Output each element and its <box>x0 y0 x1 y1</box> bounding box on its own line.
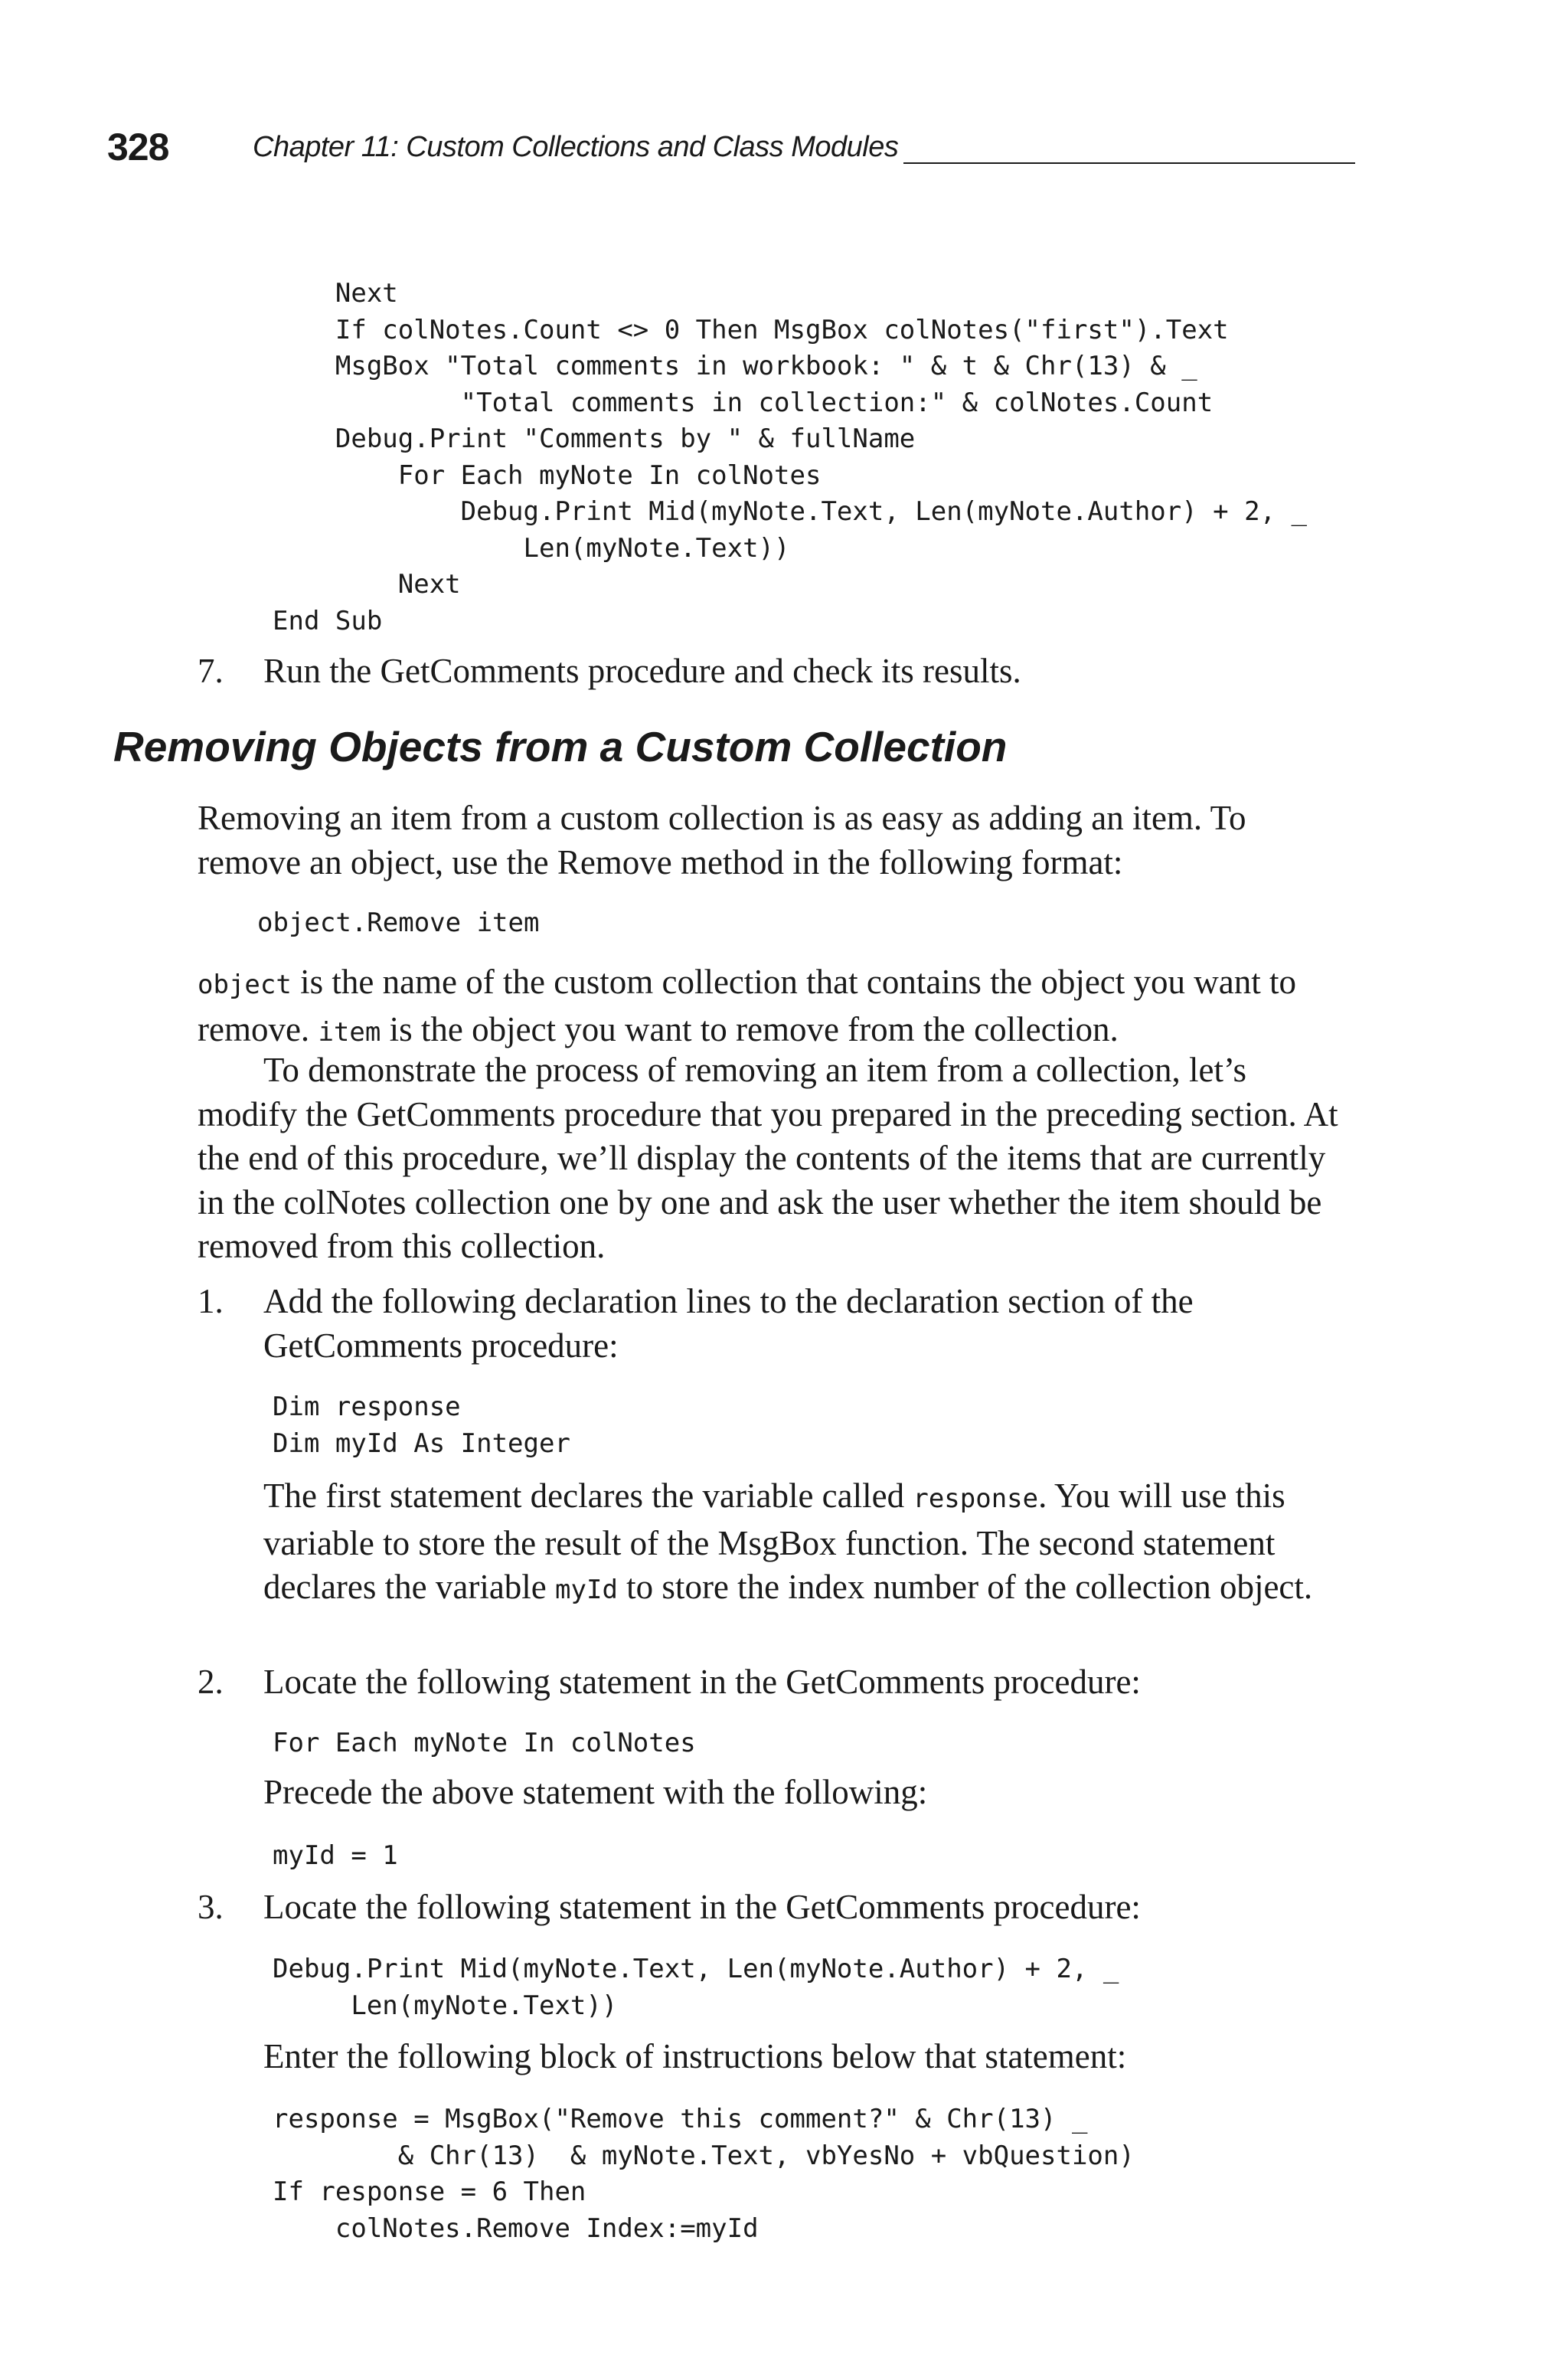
step-2-code-2: myId = 1 <box>273 1840 398 1871</box>
inline-code-object: object <box>198 970 292 1000</box>
step-3-text: Locate the following statement in the GetComments procedure: <box>263 1888 1141 1926</box>
step-1-explanation: The first statement declares the variable called response. You will use this variable to store the result of the MsgBox function. The second statement declares the variable myId to store the index number of the collection object. <box>263 1477 1313 1606</box>
running-head: Chapter 11: Custom Collections and Class Modules <box>253 131 899 163</box>
step-2-code: For Each myNote In colNotes <box>273 1728 696 1758</box>
section-heading: Removing Objects from a Custom Collection <box>113 723 1008 770</box>
step-7-number: 7. <box>198 652 224 690</box>
syntax-code: object.Remove item <box>257 908 540 938</box>
step-1-text: Add the following declaration lines to the declaration section of the GetComments procedure: <box>263 1282 1194 1365</box>
step-3-code: Debug.Print Mid(myNote.Text, Len(myNote.Author) + 2, _ Len(myNote.Text)) <box>273 1954 1119 2021</box>
code-block-getcomments-end: Next If colNotes.Count <> 0 Then MsgBox colNotes("first").Text MsgBox "Total comments in workbook: " & t & Chr(13) & _ "Total comments in collection:" & colNotes.Count Debug.Print "Comments by " & fullName For Each myNote In colNotes Debug.Print Mid(myNote.Text, Len(myNote.Author) + 2, _ Len(myNote.Text)) Next End Sub <box>273 278 1308 636</box>
step-2-number: 2. <box>198 1663 224 1701</box>
inline-code-response: response <box>913 1483 1039 1514</box>
demo-paragraph: To demonstrate the process of removing an item from a collection, let’s modify the GetComments procedure that you prepared in the preceding section. At the end of this procedure, we’ll display the contents of the items that are currently in the colNotes collection one by one and ask the user whether the item should be removed from this collection. <box>198 1051 1338 1265</box>
step-2-instruction: Precede the above statement with the following: <box>263 1773 928 1811</box>
step-3-code-2: response = MsgBox("Remove this comment?" & Chr(13) _ & Chr(13) & myNote.Text, vbYesNo + vbQuestion) If response = 6 Then colNotes.Remove Index:=myId <box>273 2104 1135 2244</box>
step-1-code: Dim response Dim myId As Integer <box>273 1392 570 1459</box>
inline-code-myid: myId <box>555 1575 618 1605</box>
header-rule <box>903 162 1355 164</box>
step-7-text: Run the GetComments procedure and check its results. <box>263 652 1021 690</box>
intro-paragraph: Removing an item from a custom collection is as easy as adding an item. To remove an object, use the Remove method in the following format: <box>198 799 1246 881</box>
step-3-number: 3. <box>198 1888 224 1926</box>
page-header <box>107 124 1355 170</box>
definition-paragraph: object is the name of the custom collection that contains the object you want to remove. item is the object you want to remove from the collection. <box>198 963 1296 1048</box>
inline-code-item: item <box>318 1016 381 1048</box>
page-number: 328 <box>107 126 169 168</box>
step-2-text: Locate the following statement in the GetComments procedure: <box>263 1663 1141 1701</box>
step-3-instruction: Enter the following block of instructions below that statement: <box>263 2037 1127 2075</box>
step-1-number: 1. <box>198 1282 224 1320</box>
